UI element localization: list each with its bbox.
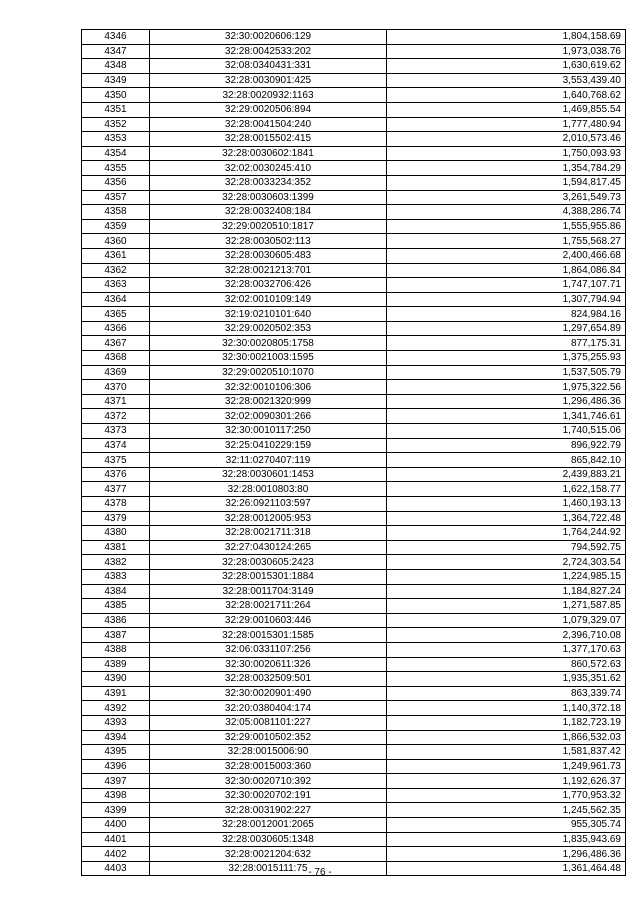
- row-number-cell: 4372: [82, 409, 150, 424]
- value-cell: 1,764,244.92: [387, 526, 626, 541]
- value-cell: 1,182,723.19: [387, 715, 626, 730]
- row-number-cell: 4381: [82, 540, 150, 555]
- value-cell: 1,297,654.89: [387, 321, 626, 336]
- table-row: [82, 584, 626, 599]
- table-row: [82, 540, 626, 555]
- table-row: [82, 745, 626, 760]
- value-cell: 1,271,587.85: [387, 599, 626, 614]
- table-row: [82, 102, 626, 117]
- row-number-cell: 4379: [82, 511, 150, 526]
- row-number-cell: 4382: [82, 555, 150, 570]
- cadastral-number-cell: 32:20:0380404:174: [150, 701, 387, 716]
- cadastral-number-cell: 32:28:0010803:80: [150, 482, 387, 497]
- row-number-cell: 4363: [82, 278, 150, 293]
- cadastral-number-cell: 32:28:0011704:3149: [150, 584, 387, 599]
- value-cell: 1,249,961.73: [387, 759, 626, 774]
- cadastral-number-cell: 32:08:0340431:331: [150, 59, 387, 74]
- cadastral-number-cell: 32:28:0033234:352: [150, 175, 387, 190]
- row-number-cell: 4391: [82, 686, 150, 701]
- row-number-cell: 4358: [82, 205, 150, 220]
- table-row: [82, 292, 626, 307]
- table-row: [82, 263, 626, 278]
- row-number-cell: 4364: [82, 292, 150, 307]
- value-cell: 1,341,746.61: [387, 409, 626, 424]
- value-cell: 2,396,710.08: [387, 628, 626, 643]
- cadastral-number-cell: 32:28:0031902:227: [150, 803, 387, 818]
- value-cell: 1,866,532.03: [387, 730, 626, 745]
- cadastral-number-cell: 32:29:0020510:1070: [150, 365, 387, 380]
- table-row: [82, 409, 626, 424]
- table-row: [82, 672, 626, 687]
- cadastral-number-cell: 32:29:0020510:1817: [150, 219, 387, 234]
- page-number: - 76 -: [308, 867, 332, 878]
- cadastral-number-cell: 32:28:0041504:240: [150, 117, 387, 132]
- row-number-cell: 4360: [82, 234, 150, 249]
- table-row: [82, 248, 626, 263]
- row-number-cell: 4369: [82, 365, 150, 380]
- cadastral-number-cell: 32:30:0020702:191: [150, 788, 387, 803]
- value-cell: 1,935,351.62: [387, 672, 626, 687]
- value-cell: 1,864,086.84: [387, 263, 626, 278]
- row-number-cell: 4361: [82, 248, 150, 263]
- cadastral-number-cell: 32:30:0020611:326: [150, 657, 387, 672]
- table-row: [82, 380, 626, 395]
- row-number-cell: 4378: [82, 497, 150, 512]
- cadastral-number-cell: 32:30:0021003:1595: [150, 351, 387, 366]
- table-row: [82, 467, 626, 482]
- row-number-cell: 4359: [82, 219, 150, 234]
- row-number-cell: 4392: [82, 701, 150, 716]
- value-cell: 1,460,193.13: [387, 497, 626, 512]
- value-cell: 824,984.16: [387, 307, 626, 322]
- cadastral-number-cell: 32:02:0090301:266: [150, 409, 387, 424]
- value-cell: 896,922.79: [387, 438, 626, 453]
- table-row: [82, 511, 626, 526]
- value-cell: 2,010,573.46: [387, 132, 626, 147]
- cadastral-number-cell: 32:30:0020901:490: [150, 686, 387, 701]
- row-number-cell: 4353: [82, 132, 150, 147]
- table-row: [82, 555, 626, 570]
- row-number-cell: 4385: [82, 599, 150, 614]
- row-number-cell: 4386: [82, 613, 150, 628]
- value-cell: 1,296,486.36: [387, 847, 626, 862]
- table-row: [82, 701, 626, 716]
- cadastral-number-cell: 32:29:0010502:352: [150, 730, 387, 745]
- cadastral-number-cell: 32:28:0030601:1453: [150, 467, 387, 482]
- cadastral-number-cell: 32:30:0010117:250: [150, 424, 387, 439]
- value-cell: 1,622,158.77: [387, 482, 626, 497]
- row-number-cell: 4366: [82, 321, 150, 336]
- cadastral-number-cell: 32:28:0015502:415: [150, 132, 387, 147]
- table-row: [82, 394, 626, 409]
- table-row: [82, 219, 626, 234]
- row-number-cell: 4348: [82, 59, 150, 74]
- table-row: [82, 117, 626, 132]
- value-cell: 955,305.74: [387, 818, 626, 833]
- row-number-cell: 4397: [82, 774, 150, 789]
- table-row: [82, 132, 626, 147]
- value-cell: 877,175.31: [387, 336, 626, 351]
- row-number-cell: 4349: [82, 73, 150, 88]
- value-cell: 1,750,093.93: [387, 146, 626, 161]
- row-number-cell: 4371: [82, 394, 150, 409]
- row-number-cell: 4365: [82, 307, 150, 322]
- table-row: [82, 278, 626, 293]
- cadastral-number-cell: 32:28:0030603:1399: [150, 190, 387, 205]
- cadastral-number-cell: 32:28:0042533:202: [150, 44, 387, 59]
- value-cell: 863,339.74: [387, 686, 626, 701]
- value-cell: 1,079,329.07: [387, 613, 626, 628]
- table-row: [82, 657, 626, 672]
- cadastral-number-cell: 32:28:0015111:75: [150, 861, 387, 876]
- cadastral-number-cell: 32:26:0921103:597: [150, 497, 387, 512]
- value-cell: 1,307,794.94: [387, 292, 626, 307]
- row-number-cell: 4389: [82, 657, 150, 672]
- cadastral-number-cell: 32:25:0410229:159: [150, 438, 387, 453]
- cadastral-number-cell: 32:02:0010109:149: [150, 292, 387, 307]
- row-number-cell: 4367: [82, 336, 150, 351]
- row-number-cell: 4388: [82, 642, 150, 657]
- cadastral-number-cell: 32:28:0032408:184: [150, 205, 387, 220]
- cadastral-number-cell: 32:28:0015301:1884: [150, 569, 387, 584]
- cadastral-number-cell: 32:30:0020805:1758: [150, 336, 387, 351]
- value-cell: 1,224,985.15: [387, 569, 626, 584]
- value-cell: 2,439,883.21: [387, 467, 626, 482]
- table-row: [82, 832, 626, 847]
- cadastral-number-cell: 32:28:0012005:953: [150, 511, 387, 526]
- cadastral-value-table: [81, 29, 626, 876]
- cadastral-number-cell: 32:28:0020932:1163: [150, 88, 387, 103]
- table-row: [82, 161, 626, 176]
- value-cell: 1,740,515.06: [387, 424, 626, 439]
- value-cell: 1,747,107.71: [387, 278, 626, 293]
- cadastral-number-cell: 32:28:0032706:426: [150, 278, 387, 293]
- table-row: [82, 351, 626, 366]
- row-number-cell: 4384: [82, 584, 150, 599]
- value-cell: 860,572.63: [387, 657, 626, 672]
- value-cell: 1,804,158.69: [387, 30, 626, 45]
- value-cell: 1,296,486.36: [387, 394, 626, 409]
- cadastral-number-cell: 32:32:0010106:306: [150, 380, 387, 395]
- row-number-cell: 4375: [82, 453, 150, 468]
- table-row: [82, 424, 626, 439]
- table-row: [82, 730, 626, 745]
- table-row: [82, 30, 626, 45]
- value-cell: 1,192,626.37: [387, 774, 626, 789]
- table-row: [82, 453, 626, 468]
- value-cell: 1,184,827.24: [387, 584, 626, 599]
- cadastral-number-cell: 32:05:0081101:227: [150, 715, 387, 730]
- table-row: [82, 526, 626, 541]
- table-row: [82, 321, 626, 336]
- row-number-cell: 4387: [82, 628, 150, 643]
- cadastral-number-cell: 32:28:0012001:2065: [150, 818, 387, 833]
- cadastral-number-cell: 32:02:0030245:410: [150, 161, 387, 176]
- row-number-cell: 4402: [82, 847, 150, 862]
- row-number-cell: 4380: [82, 526, 150, 541]
- row-number-cell: 4373: [82, 424, 150, 439]
- table-row: [82, 774, 626, 789]
- cadastral-number-cell: 32:28:0030605:2423: [150, 555, 387, 570]
- row-number-cell: 4400: [82, 818, 150, 833]
- table-row: [82, 234, 626, 249]
- row-number-cell: 4376: [82, 467, 150, 482]
- cadastral-number-cell: 32:27:0430124:265: [150, 540, 387, 555]
- row-number-cell: 4356: [82, 175, 150, 190]
- table-row: [82, 759, 626, 774]
- cadastral-number-cell: 32:28:0030605:1348: [150, 832, 387, 847]
- value-cell: 1,361,464.48: [387, 861, 626, 876]
- cadastral-number-cell: 32:28:0032509:501: [150, 672, 387, 687]
- row-number-cell: 4354: [82, 146, 150, 161]
- table-row: [82, 59, 626, 74]
- cadastral-number-cell: 32:28:0021711:264: [150, 599, 387, 614]
- value-cell: 1,537,505.79: [387, 365, 626, 380]
- cadastral-number-cell: 32:28:0021320:999: [150, 394, 387, 409]
- row-number-cell: 4403: [82, 861, 150, 876]
- cadastral-number-cell: 32:29:0020506:894: [150, 102, 387, 117]
- row-number-cell: 4398: [82, 788, 150, 803]
- cadastral-number-cell: 32:29:0010603:446: [150, 613, 387, 628]
- value-cell: 1,364,722.48: [387, 511, 626, 526]
- row-number-cell: 4370: [82, 380, 150, 395]
- value-cell: 1,375,255.93: [387, 351, 626, 366]
- value-cell: 1,594,817.45: [387, 175, 626, 190]
- row-number-cell: 4399: [82, 803, 150, 818]
- value-cell: 1,975,322.56: [387, 380, 626, 395]
- cadastral-number-cell: 32:29:0020502:353: [150, 321, 387, 336]
- value-cell: 4,388,286.74: [387, 205, 626, 220]
- row-number-cell: 4396: [82, 759, 150, 774]
- table-body: [82, 30, 626, 876]
- cadastral-number-cell: 32:28:0030502:113: [150, 234, 387, 249]
- value-cell: 2,724,303.54: [387, 555, 626, 570]
- table-row: [82, 73, 626, 88]
- table-row: [82, 788, 626, 803]
- value-cell: 1,755,568.27: [387, 234, 626, 249]
- table-row: [82, 686, 626, 701]
- value-cell: 1,469,855.54: [387, 102, 626, 117]
- table-row: [82, 307, 626, 322]
- row-number-cell: 4383: [82, 569, 150, 584]
- cadastral-number-cell: 32:30:0020710:392: [150, 774, 387, 789]
- table-row: [82, 628, 626, 643]
- row-number-cell: 4394: [82, 730, 150, 745]
- row-number-cell: 4350: [82, 88, 150, 103]
- table-row: [82, 146, 626, 161]
- value-cell: 1,581,837.42: [387, 745, 626, 760]
- table-row: [82, 438, 626, 453]
- table-row: [82, 365, 626, 380]
- cadastral-number-cell: 32:19:0210101:640: [150, 307, 387, 322]
- row-number-cell: 4395: [82, 745, 150, 760]
- table-row: [82, 715, 626, 730]
- value-cell: 2,400,466.68: [387, 248, 626, 263]
- value-cell: 1,770,953.32: [387, 788, 626, 803]
- row-number-cell: 4390: [82, 672, 150, 687]
- value-cell: 1,140,372.18: [387, 701, 626, 716]
- value-cell: 1,630,619.62: [387, 59, 626, 74]
- row-number-cell: 4355: [82, 161, 150, 176]
- cadastral-number-cell: 32:28:0021204:632: [150, 847, 387, 862]
- value-cell: 1,377,170.63: [387, 642, 626, 657]
- value-cell: 1,245,562.35: [387, 803, 626, 818]
- table-row: [82, 336, 626, 351]
- table-row: [82, 613, 626, 628]
- table-row: [82, 847, 626, 862]
- value-cell: 1,973,038.76: [387, 44, 626, 59]
- row-number-cell: 4362: [82, 263, 150, 278]
- table-row: [82, 569, 626, 584]
- table-row: [82, 190, 626, 205]
- value-cell: 3,261,549.73: [387, 190, 626, 205]
- row-number-cell: 4374: [82, 438, 150, 453]
- cadastral-number-cell: 32:28:0021213:701: [150, 263, 387, 278]
- row-number-cell: 4352: [82, 117, 150, 132]
- value-cell: 1,555,955.86: [387, 219, 626, 234]
- value-cell: 1,777,480.94: [387, 117, 626, 132]
- cadastral-number-cell: 32:30:0020606:129: [150, 30, 387, 45]
- value-cell: 1,354,784.29: [387, 161, 626, 176]
- table-row: [82, 44, 626, 59]
- row-number-cell: 4368: [82, 351, 150, 366]
- value-cell: 865,842.10: [387, 453, 626, 468]
- value-cell: 3,553,439.40: [387, 73, 626, 88]
- cadastral-number-cell: 32:28:0030605:483: [150, 248, 387, 263]
- row-number-cell: 4351: [82, 102, 150, 117]
- cadastral-number-cell: 32:28:0015006:90: [150, 745, 387, 760]
- cadastral-number-cell: 32:06:0331107:256: [150, 642, 387, 657]
- row-number-cell: 4357: [82, 190, 150, 205]
- row-number-cell: 4393: [82, 715, 150, 730]
- table-row: [82, 599, 626, 614]
- value-cell: 1,640,768.62: [387, 88, 626, 103]
- table-row: [82, 803, 626, 818]
- row-number-cell: 4377: [82, 482, 150, 497]
- value-cell: 1,835,943.69: [387, 832, 626, 847]
- cadastral-number-cell: 32:28:0021711:318: [150, 526, 387, 541]
- cadastral-number-cell: 32:28:0015301:1585: [150, 628, 387, 643]
- cadastral-number-cell: 32:11:0270407:119: [150, 453, 387, 468]
- value-cell: 794,592.75: [387, 540, 626, 555]
- row-number-cell: 4347: [82, 44, 150, 59]
- table-row: [82, 175, 626, 190]
- row-number-cell: 4401: [82, 832, 150, 847]
- table-row: [82, 88, 626, 103]
- table-row: [82, 642, 626, 657]
- row-number-cell: 4346: [82, 30, 150, 45]
- cadastral-number-cell: 32:28:0015003:360: [150, 759, 387, 774]
- cadastral-number-cell: 32:28:0030602:1841: [150, 146, 387, 161]
- table-row: [82, 818, 626, 833]
- cadastral-number-cell: 32:28:0030901:425: [150, 73, 387, 88]
- table-row: [82, 482, 626, 497]
- table-row: [82, 205, 626, 220]
- table-row: [82, 497, 626, 512]
